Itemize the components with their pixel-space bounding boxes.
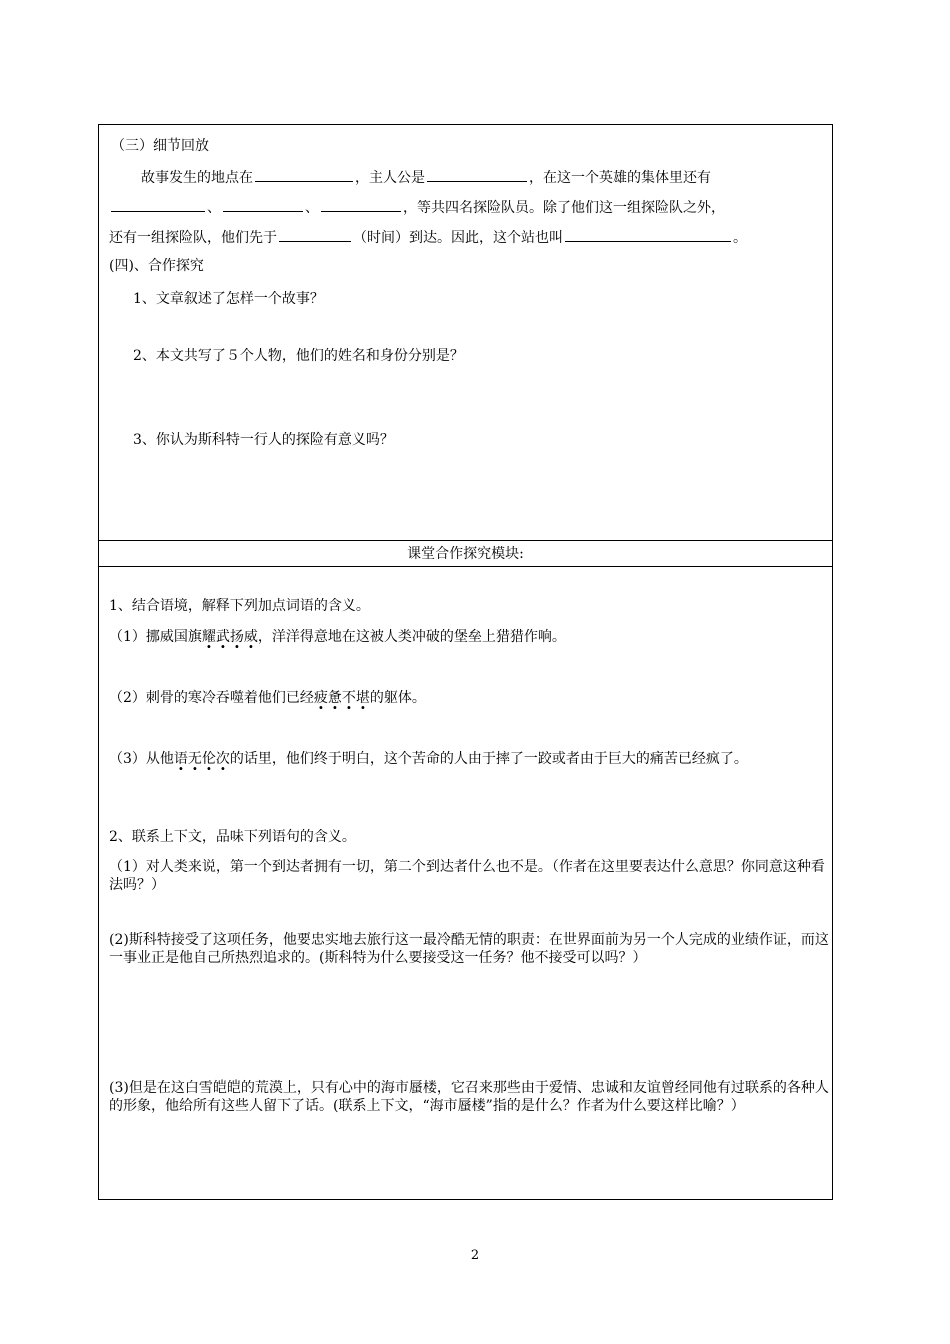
fill-text: ，在这一个英雄的集体里还有 [529,170,711,186]
sentence-text: 的躯体。 [369,690,426,706]
row-divider [99,540,832,541]
fill-line-3 [109,227,747,247]
fill-text: ，主人公是 [355,170,425,186]
fill-text: 。 [733,230,747,246]
blank-member-2[interactable] [223,197,303,212]
emphasis-char: 疲 [313,690,328,706]
sentence-text: 的话里，他们终于明白，这个苦命的人由于摔了一跤或者由于巨大的痛苦已经疯了。 [229,751,748,767]
row-divider [99,566,832,567]
blank-time[interactable] [279,227,351,242]
question-4-3: 3、你认为斯科特一行人的探险有意义吗？ [133,432,394,448]
fill-text: 故事发生的地点在 [141,170,253,186]
section4-heading: (四)、合作探究 [109,258,204,274]
section3-heading: （三）细节回放 [111,138,209,154]
question-4-2: 2、本文共写了５个人物，他们的姓名和身份分别是？ [133,348,464,364]
sentence-1-3 [109,750,827,768]
emphasis-char: 堪 [355,690,370,706]
dotted-word [202,629,258,645]
emphasis-char: 耀 [201,629,216,645]
emphasis-char: 武 [215,629,230,645]
fill-text: 、 [207,200,221,216]
question-2-2: (2)斯科特接受了这项任务，他要忠实地去旅行这一最冷酷无情的职责：在世界面前为另一个人完成的业绩作证，而这一事业正是他自己所热烈追求的。(斯科特为什么要接受这一任务？他不接受可以吗？） [109,932,829,966]
worksheet-table [98,124,833,1200]
fill-text: ，等共四名探险队员。除了他们这一组探险队之外， [403,200,725,216]
fill-text: （时间）到达。因此，这个站也叫 [353,230,563,246]
blank-member-1[interactable] [111,197,205,212]
sentence-text: （2）刺骨的寒冷吞噬着他们已经 [109,690,314,706]
dotted-word [314,690,370,706]
sentence-text: （1）挪威国旗 [109,629,202,645]
sentence-text: （3）从他 [109,751,174,767]
emphasis-char: 次 [215,751,230,767]
fill-text: 还有一组探险队，他们先于 [109,230,277,246]
sentence-1-1 [109,628,566,646]
blank-protagonist[interactable] [427,167,527,182]
sentence-text: ，洋洋得意地在这被人类冲破的堡垒上猎猎作响。 [257,629,566,645]
fill-line-2 [109,197,725,217]
dotted-word [174,751,230,767]
fill-line-1 [141,167,711,187]
module-title: 课堂合作探究模块: [407,546,524,562]
question-2-3: (3)但是在这白雪皑皑的荒漠上，只有心中的海市蜃楼，它召来那些由于爱情、忠诚和友谊曾经同他有过联系的各种人的形象，他给所有这些人留下了话。(联系上下文，“海市蜃楼”指的是什么？作者为什么要这样比喻？） [109,1080,829,1114]
part1-heading: 1、结合语境，解释下列加点词语的含义。 [109,598,370,614]
emphasis-char: 不 [341,690,356,706]
emphasis-char: 伦 [201,751,216,767]
question-2-1: （1）对人类来说，第一个到达者拥有一切，第二个到达者什么也不是。（作者在这里要表达什么意思？你同意这种看法吗？） [109,859,825,893]
blank-location[interactable] [255,167,353,182]
question-4-1: 1、文章叙述了怎样一个故事？ [133,291,324,307]
emphasis-char: 惫 [327,690,342,706]
fill-text: 、 [305,200,319,216]
sentence-1-2 [109,689,426,707]
emphasis-char: 威 [243,629,258,645]
blank-member-3[interactable] [321,197,401,212]
page-number: 2 [470,1248,480,1263]
emphasis-char: 语 [173,751,188,767]
emphasis-char: 扬 [229,629,244,645]
blank-station-name[interactable] [565,227,731,242]
part2-heading: 2、联系上下文，品味下列语句的含义。 [109,829,356,845]
emphasis-char: 无 [187,751,202,767]
